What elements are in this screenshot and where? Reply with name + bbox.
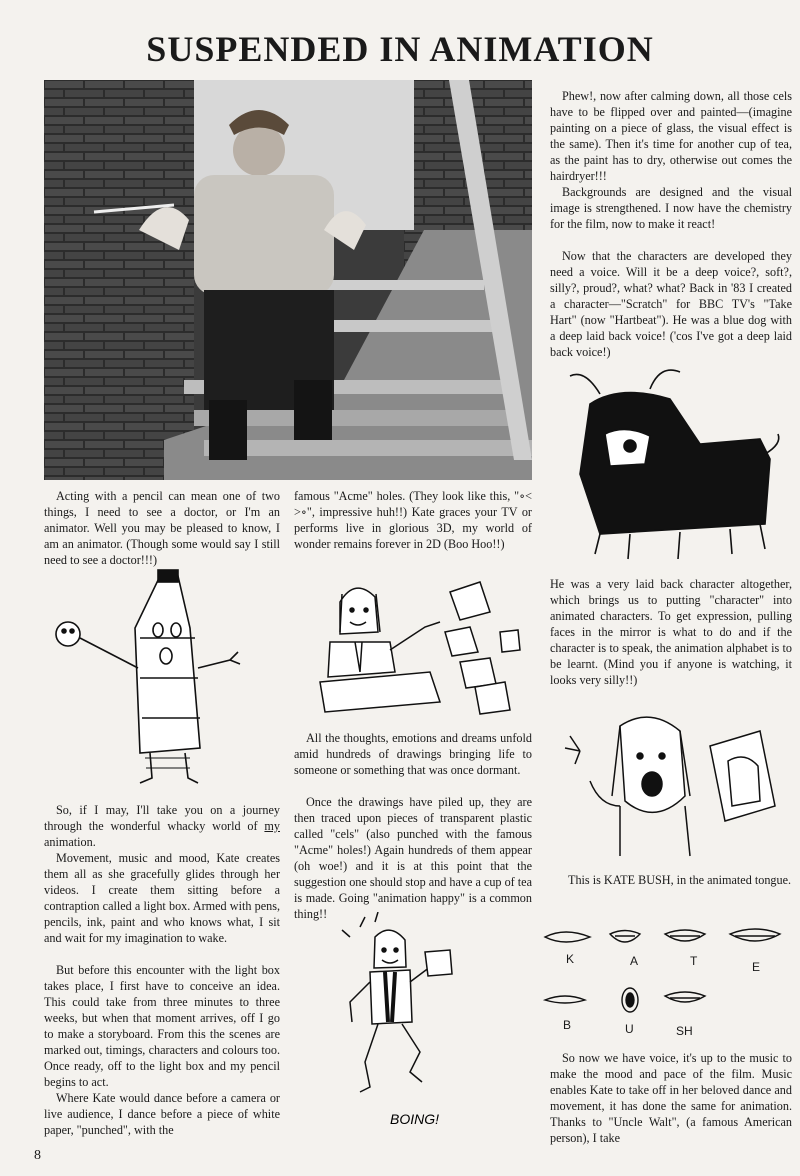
pencil-character-drawing	[40, 568, 250, 798]
photo-image	[44, 80, 532, 480]
col1-p4-text: But before this encounter with the light box takes place, I first have to conceive an idea. This could take from three minutes to three weeks, but when that moment arrives, off I go to make a storyboard. From this the scenes are marked out, timings, characters and colours too. Once ready, off to the light box and my pencil begins to act.	[44, 963, 280, 1089]
lip-letter-u: U	[625, 1022, 634, 1036]
col1-p3-text: Movement, music and mood, Kate creates them all as she gracefully glides through her videos. I create them sitting before a contraption called a light box. Armed with pens, pencils, ink, paint and who knows what, I sit and wait for my imagination to wake.	[44, 851, 280, 945]
boing-label: BOING!	[390, 1111, 440, 1127]
col3-p1-text: Phew!, now after calming down, all those cels have to be flipped over and painted—(imagine painting on a piece of glass, the visual effect is the same). Then it's time for another cup of tea, as the paint has to dry, otherwise out comes the hairdryer!!!	[550, 89, 792, 183]
page-title: SUSPENDED IN ANIMATION	[146, 29, 654, 69]
lip-alphabet-drawing	[540, 922, 790, 1040]
col3-paragraph-6	[550, 1050, 792, 1146]
col1-p5-text: Where Kate would dance before a camera or live audience, I dance before a piece of white paper, "punched", with the	[44, 1091, 280, 1137]
lip-letter-e: E	[752, 960, 761, 974]
col1-p1-text: Acting with a pencil can mean one of two things, I need to see a doctor, or I'm an animator. Well you may be pleased to know, I am an animator. (Though some would say I still need to see a doctor!!!)	[44, 489, 280, 567]
col1-p2-text: So, if I may, I'll take you on a journey through the wonderful whacky world of	[44, 803, 280, 833]
col3-paragraph-4	[550, 576, 792, 688]
col2-paragraph-1	[294, 488, 532, 552]
col3-paragraph-1	[550, 88, 792, 184]
page-number: 8	[34, 1148, 41, 1163]
col3-p3-text: Now that the characters are developed they need a voice. Will it be a deep voice?, soft?, silly?, proud?, what? what? Back in '83 I created a character—"Scratch" for BBC TV's "Take Hart" (now "Hartbeat"). He was a blue dog with a deep laid back voice! ('cos I've got a deep laid back voice!)	[550, 249, 792, 359]
lip-letter-b: B	[563, 1018, 572, 1032]
col1-p2-end: animation.	[44, 835, 96, 849]
col3-paragraph-3	[550, 248, 792, 360]
col1-paragraph-2	[44, 802, 280, 850]
col2-p2-text: All the thoughts, emotions and dreams unfold amid hundreds of drawings bringing life to someone or something that was once dormant.	[294, 731, 532, 777]
lip-letter-sh: SH	[676, 1024, 693, 1038]
col3-paragraph-2	[550, 184, 792, 232]
col3-paragraph-5	[556, 872, 792, 888]
jumping-animator-drawing	[330, 912, 480, 1132]
col3-p4-text: He was a very laid back character altogether, which brings us to putting "character" into animated characters. To get expression, pulling faces in the mirror is what to do and if the character is to speak, the animation alphabet is to be learnt. (Mind you if anyone is watching, it looks very silly!!)	[550, 577, 792, 687]
col1-p2-underlined: my	[264, 819, 280, 833]
scratch-dog-drawing	[560, 364, 785, 574]
lip-letter-k: K	[566, 952, 575, 966]
col3-p6-text: So now we have voice, it's up to the music to make the mood and pace of the film. Music enables Kate to take off in her beloved dance and movement, it has done the same for animation. Thanks to "Uncle Walt", (a famous American person), I take	[550, 1051, 792, 1145]
animator-photo	[44, 80, 532, 480]
col1-paragraph-4	[44, 962, 280, 1090]
col3-p2-text: Backgrounds are designed and the visual image is strengthened. I now have the chemistry for the film, now to make it react!	[550, 185, 792, 231]
animator-desk-drawing	[300, 572, 530, 722]
col1-paragraph-1	[44, 488, 280, 568]
lip-letter-a: A	[630, 954, 639, 968]
mirror-face-drawing	[560, 706, 780, 866]
col2-p1-text: famous "Acme" holes. (They look like this, "∘< >∘", impressive huh!!) Kate graces your TV or performs live in glorious 3D, my world of wonder remains forever in 2D (Boo Hoo!!)	[294, 489, 532, 551]
col2-paragraph-2	[294, 730, 532, 778]
lip-letter-t: T	[690, 954, 698, 968]
col1-paragraph-3	[44, 850, 280, 946]
col1-paragraph-5	[44, 1090, 280, 1138]
col3-p5-text: This is KATE BUSH, in the animated tongue.	[568, 873, 792, 887]
col2-p3-text: Once the drawings have piled up, they are then traced upon pieces of transparent plastic called "cels" (also punched with the famous "Acme" holes!) Again hundreds of them appear (oh woe!) and it is at this point that the suggestion one should stop and have a cup of tea is made. Going "animation happy" is a common thing!!	[294, 795, 532, 921]
col2-paragraph-3	[294, 794, 532, 922]
